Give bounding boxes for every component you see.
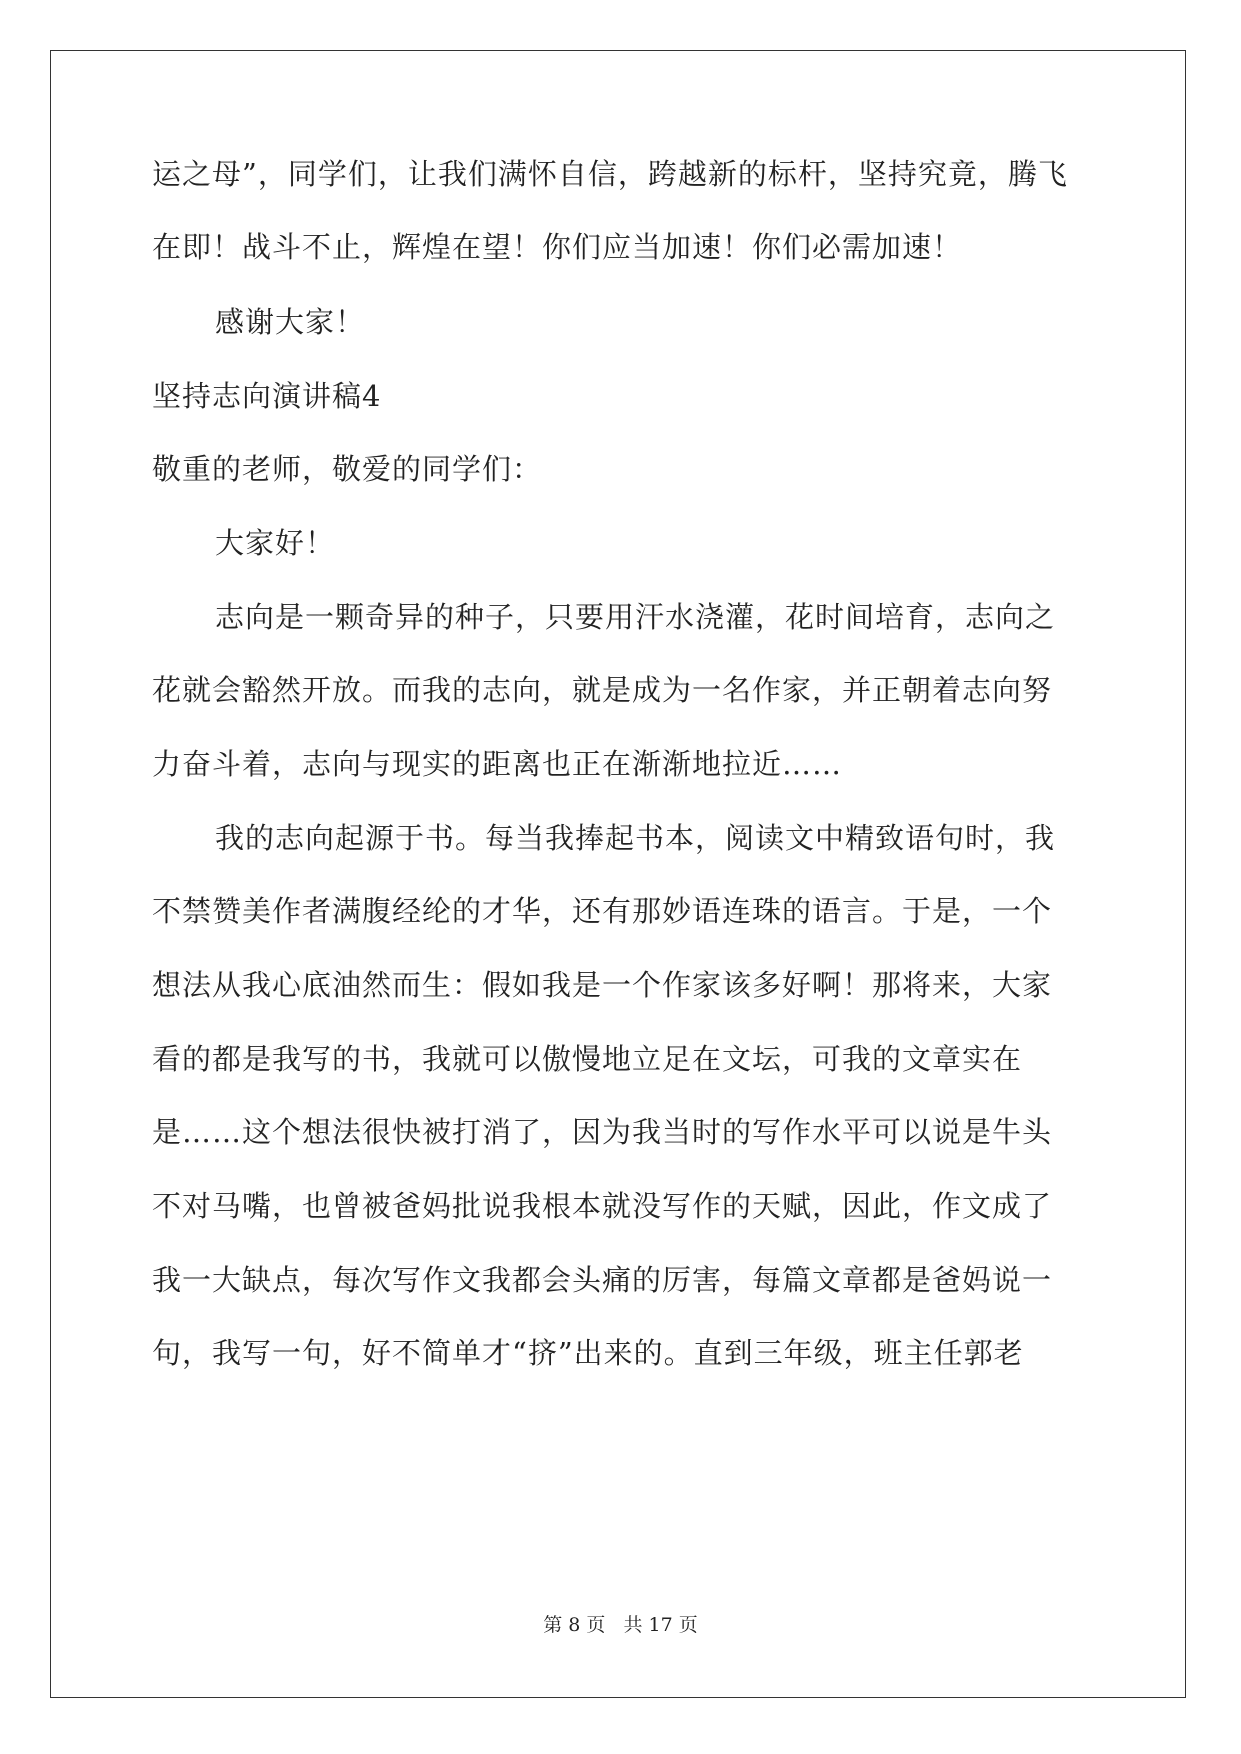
- greeting: 大家好！: [215, 526, 336, 560]
- text-line: 力奋斗着，志向与现实的距离也正在渐渐地拉近……: [152, 747, 843, 781]
- page-footer: [0, 1610, 1241, 1637]
- text-line: 不禁赞美作者满腹经纶的才华，还有那妙语连珠的语言。于是，一个: [152, 894, 1053, 928]
- page-border: [50, 50, 1186, 1698]
- text-line: 我一大缺点，每次写作文我都会头痛的厉害，每篇文章都是爸妈说一: [152, 1263, 1053, 1297]
- text-line: 不对马嘴，也曾被爸妈批说我根本就没写作的天赋，因此，作文成了: [152, 1189, 1053, 1223]
- text-line: 句，我写一句，好不简单才“挤”出来的。直到三年级，班主任郭老: [152, 1336, 1024, 1370]
- text-line: 运之母”，同学们，让我们满怀自信，跨越新的标杆，坚持究竟，腾飞: [152, 157, 1068, 191]
- text-line: 是……这个想法很快被打消了，因为我当时的写作水平可以说是牛头: [152, 1115, 1053, 1149]
- page-number-total: 共 17 页: [623, 1614, 698, 1636]
- salutation: 敬重的老师，敬爱的同学们：: [152, 452, 543, 486]
- text-line-indented: 志向是一颗奇异的种子，只要用汗水浇灌，花时间培育，志向之: [215, 600, 1056, 634]
- text-line-indented: 感谢大家！: [215, 305, 366, 339]
- text-line: 看的都是我写的书，我就可以傲慢地立足在文坛，可我的文章实在: [152, 1042, 1023, 1076]
- text-line: 在即！战斗不止，辉煌在望！你们应当加速！你们必需加速！: [152, 230, 963, 264]
- text-line: 花就会豁然开放。而我的志向，就是成为一名作家，并正朝着志向努: [152, 673, 1053, 707]
- text-line: 想法从我心底油然而生：假如我是一个作家该多好啊！那将来，大家: [152, 968, 1053, 1002]
- page-number-current: 第 8 页: [543, 1614, 606, 1636]
- section-title: 坚持志向演讲稿4: [152, 379, 382, 413]
- text-line-indented: 我的志向起源于书。每当我捧起书本，阅读文中精致语句时，我: [215, 821, 1056, 855]
